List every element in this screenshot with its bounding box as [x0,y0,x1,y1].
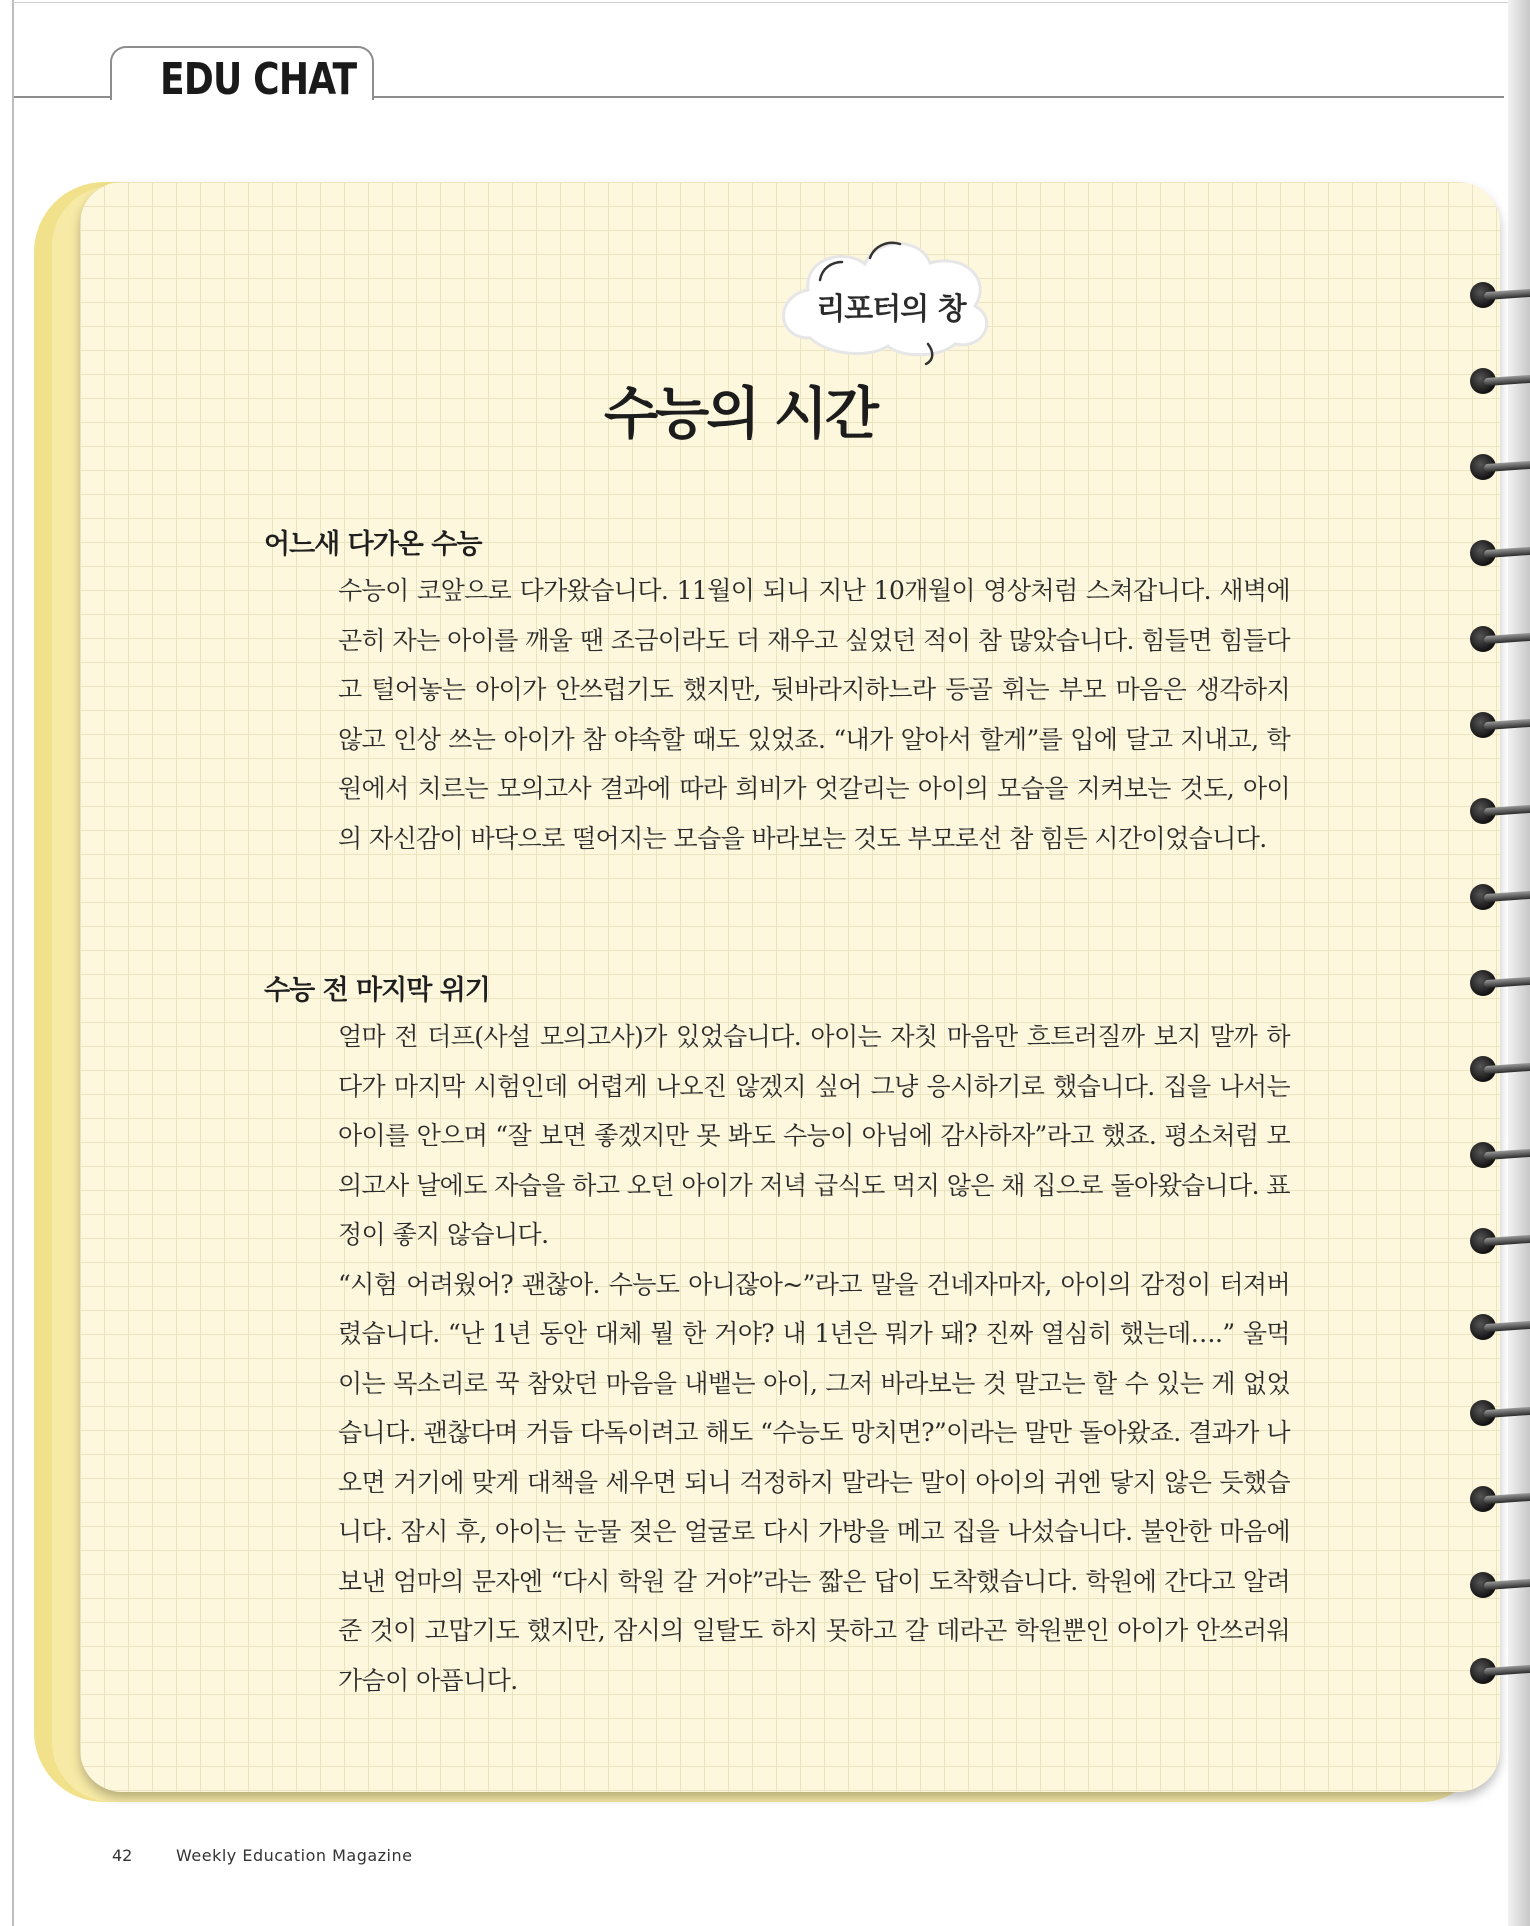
spiral-ring-icon [1470,1484,1530,1514]
section-heading-1: 어느새 다가온 수능 [264,529,482,560]
spiral-ring-icon [1470,1656,1530,1686]
spiral-ring-icon [1470,1226,1530,1256]
spiral-ring-icon [1470,366,1530,396]
page-number: 42 [112,1846,133,1865]
magazine-name: Weekly Education Magazine [176,1846,413,1865]
paragraph: 얼마 전 더프(사설 모의고사)가 있었습니다. 아이는 자칫 마음만 흐트러질까 보지 말까 하다가 마지막 시험인데 어렵게 나오진 않겠지 싶어 그냥 응시하기로 했습니다. 집을 나서는 아이를 안으며 “잘 보면 좋겠지만 못 봐도 수능이 아님에 감사하자”라고 했죠. 평소처럼 모의고사 날에도 자습을 하고 오던 아이가 저녁 급식도 먹지 않은 채 집으로 돌아왔습니다. 표정이 좋지 않습니다. [338,1022,1290,1249]
spiral-ring-icon [1470,1570,1530,1600]
spiral-ring-icon [1470,882,1530,912]
spiral-ring-icon [1470,280,1530,310]
spiral-ring-icon [1470,710,1530,740]
section-1-body [338,566,1290,863]
spiral-ring-icon [1470,796,1530,826]
spiral-ring-icon [1470,968,1530,998]
spiral-ring-icon [1470,1140,1530,1170]
spiral-ring-icon [1470,1312,1530,1342]
page-frame-left [12,0,14,1926]
section-heading-2: 수능 전 마지막 위기 [264,975,490,1006]
spiral-ring-icon [1470,1398,1530,1428]
article-title: 수능의 시간 [604,382,876,447]
paragraph: “시험 어려웠어? 괜찮아. 수능도 아니잖아~”라고 말을 건네자마자, 아이의 감정이 터져버렸습니다. “난 1년 동안 대체 뭘 한 거야? 내 1년은 뭐가 돼? 진짜 열심히 했는데….” 울먹이는 목소리로 꾹 참았던 마음을 내뱉는 아이, 그저 바라보는 것 말고는 할 수 있는 게 없었습니다. 괜찮다며 거듭 다독이려고 해도 “수능도 망치면?”이라는 말만 돌아왔죠. 결과가 나오면 거기에 맞게 대책을 세우면 되니 걱정하지 말라는 말이 아이의 귀엔 닿지 않은 듯했습니다. 잠시 후, 아이는 눈물 젖은 얼굴로 다시 가방을 메고 집을 나섰습니다. 불안한 마음에 보낸 엄마의 문자엔 “다시 학원 갈 거야”라는 짧은 답이 도착했습니다. 학원에 간다고 알려준 것이 고맙기도 했지만, 잠시의 일탈도 하지 못하고 갈 데라곤 학원뿐인 아이가 안쓰러워 가슴이 아픕니다. [338,1269,1290,1695]
spiral-ring-icon [1470,1054,1530,1084]
paragraph: 수능이 코앞으로 다가왔습니다. 11월이 되니 지난 10개월이 영상처럼 스쳐갑니다. 새벽에 곤히 자는 아이를 깨울 땐 조금이라도 더 재우고 싶었던 적이 참 많았습니다. 힘들면 힘들다고 털어놓는 아이가 안쓰럽기도 했지만, 뒷바라지하느라 등골 휘는 부모 마음은 생각하지 않고 인상 쓰는 아이가 참 야속할 때도 있었죠. “내가 알아서 할게”를 입에 달고 지내고, 학원에서 치르는 모의고사 결과에 따라 희비가 엇갈리는 아이의 모습을 지켜보는 것도, 아이의 자신감이 바닥으로 떨어지는 모습을 바라보는 것도 부모로선 참 힘든 시간이었습니다. [338,576,1290,853]
section-2-body [338,1012,1290,1705]
spiral-ring-icon [1470,452,1530,482]
badge-label: 리포터의 창 [816,292,966,327]
spiral-ring-icon [1470,538,1530,568]
spiral-ring-icon [1470,624,1530,654]
page-frame-top [12,2,1512,3]
section-title: EDU CHAT [160,54,357,105]
